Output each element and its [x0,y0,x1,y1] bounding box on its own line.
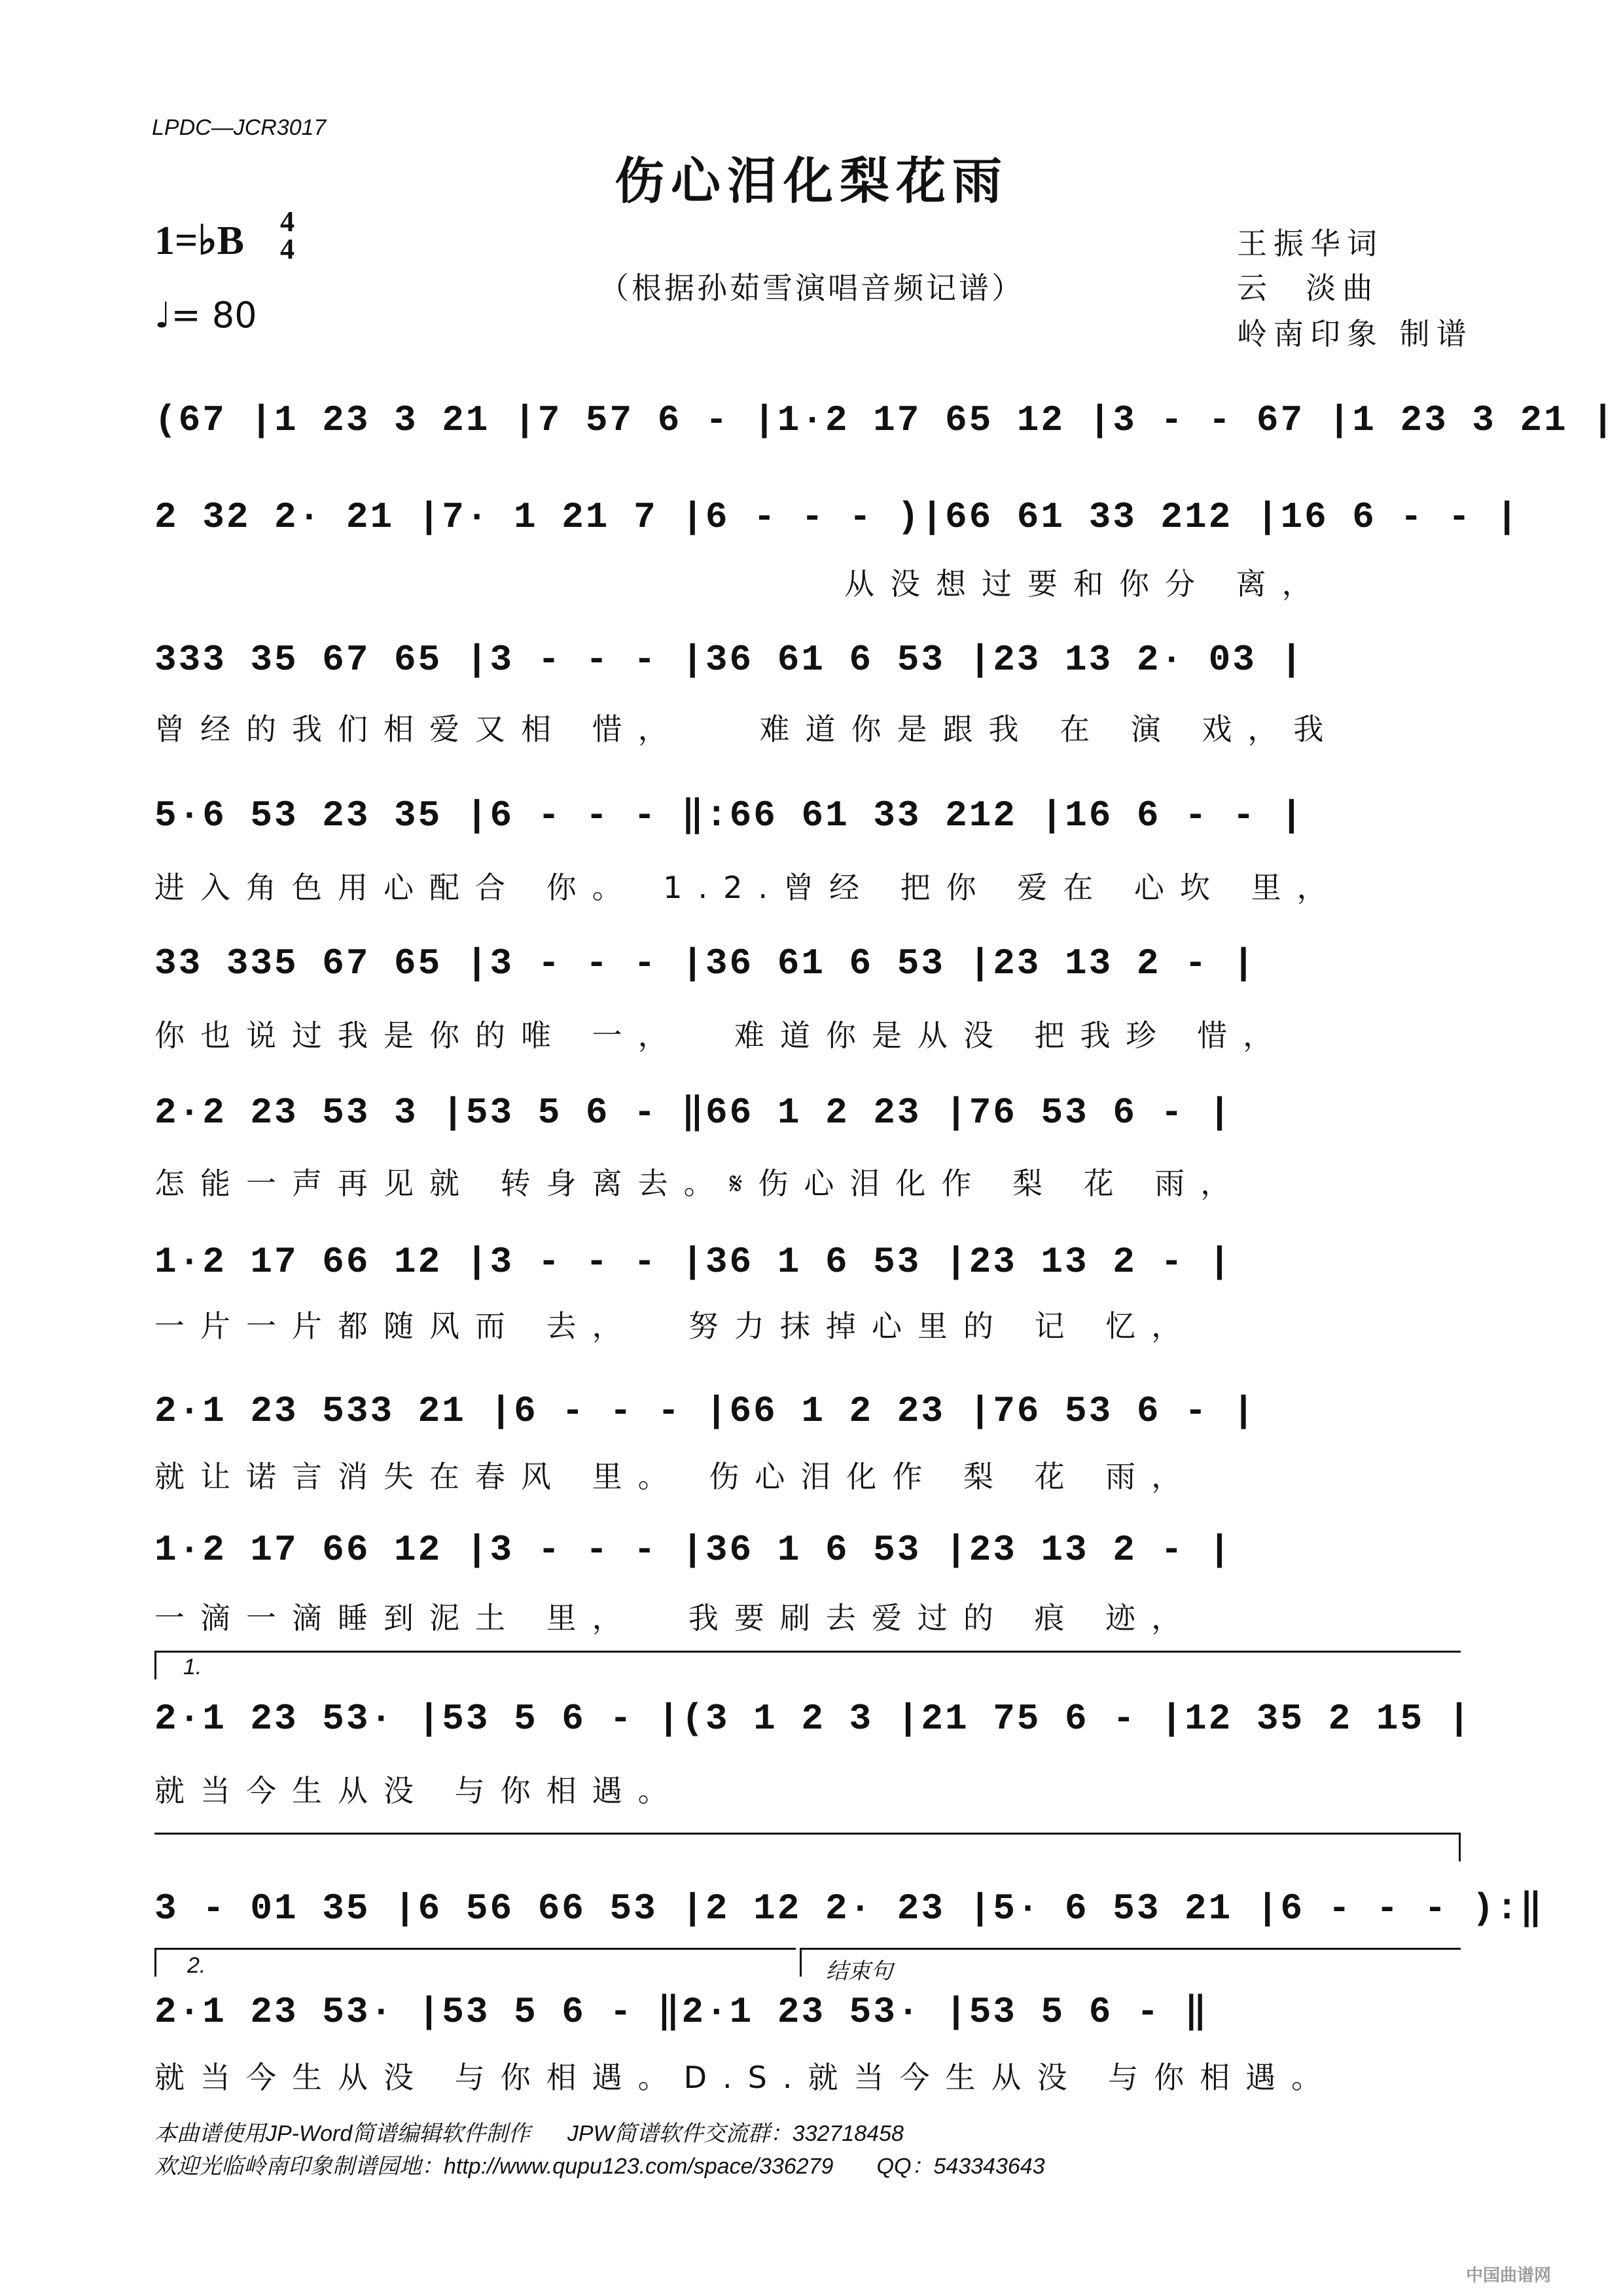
composer-credit: 云 淡曲 [1237,270,1380,306]
lyric-line-3: 曾经的我们相爱又相 惜， 难道你是跟我 在 演 戏，我 [154,711,1340,747]
lyric-line-12: 就当今生从没 与你相遇。D.S.就当今生从没 与你相遇。 [154,2060,1338,2095]
page-title: 伤心泪化梨花雨 [615,152,1008,210]
lyric-line-7: 一片一片都随风而 去， 努力抹掉心里的 记 忆， [154,1308,1198,1344]
ending-bracket-edge [800,1948,802,1977]
lyric-line-8: 就让诺言消失在春风 里。 伤心泪化作 梨 花 雨， [154,1459,1198,1494]
lyric-line-2: 从没想过要和你分 离， [844,566,1328,601]
score-line-3: 333 35 67 65 |3 - - - |36 61 6 53 |23 13 2· 03 | [154,639,1305,681]
time-numerator: 4 [280,206,294,238]
volta-2-bracket-edge [154,1948,156,1977]
footer-software-note: 本曲谱使用JP-Word简谱编辑软件制作 JPW简谱软件交流群：332718458 [154,2121,904,2146]
ending-label: 结束句 [826,1959,893,1984]
volta-1-bracket-edge [154,1651,156,1679]
watermark-logo: 中国曲谱网 [1466,2266,1552,2286]
volta-2-bracket [154,1948,796,1950]
volta-1-bracket [154,1651,1461,1653]
score-line-2: 2 32 2· 21 |7· 1 21 7 |6 - - - )|66 61 33 212 |16 6 - - | [154,496,1520,538]
arranger-credit: 岭南印象 制谱 [1237,316,1473,351]
score-line-11: 3 - 01 35 |6 56 66 53 |2 12 2· 23 |5· 6 53 21 |6 - - - ):‖ [154,1888,1544,1929]
score-code: LPDC—JCR3017 [152,115,327,140]
score-line-1: (67 |1 23 3 21 |7 57 6 - |1·2 17 65 12 |3 - - 67 |1 23 3 21 | [154,399,1616,441]
score-line-8: 2·1 23 533 21 |6 - - - |66 1 2 23 |76 53 6 - | [154,1390,1257,1432]
score-line-9: 1·2 17 66 12 |3 - - - |36 1 6 53 |23 13 2 - | [154,1529,1233,1571]
time-denominator: 4 [280,233,294,265]
lyric-line-5: 你也说过我是你的唯 一， 难道你是从没 把我珍 惜， [154,1018,1289,1053]
score-line-10: 2·1 23 53· |53 5 6 - |(3 1 2 3 |21 75 6 - |12 35 2 15 | [154,1698,1472,1740]
volta-2-label: 2. [187,1953,206,1978]
volta-1-bracket-bottom [154,1833,1461,1835]
volta-1-bracket-end [1459,1833,1461,1861]
lyricist-credit: 王振华词 [1237,226,1383,261]
time-signature [280,208,294,263]
score-line-4: 5·6 53 23 35 |6 - - - ‖:66 61 33 212 |16 6 - - | [154,795,1305,836]
score-line-7: 1·2 17 66 12 |3 - - - |36 1 6 53 |23 13 2 - | [154,1241,1233,1283]
score-line-12: 2·1 23 53· |53 5 6 - ‖2·1 23 53· |53 5 6 - ‖ [154,1991,1209,2033]
ending-bracket [800,1948,1461,1950]
volta-1-label: 1. [183,1655,202,1679]
score-line-6: 2·2 23 53 3 |53 5 6 - ‖66 1 2 23 |76 53 6 - | [154,1092,1233,1134]
tempo-marking: ♩= 80 [154,295,257,336]
lyric-line-10: 就当今生从没 与你相遇。 [154,1773,684,1808]
score-line-5: 33 335 67 65 |3 - - - |36 61 6 53 |23 13 2 - | [154,942,1257,984]
footer-website-note: 欢迎光临岭南印象制谱园地：http://www.qupu123.com/space/336279 QQ：543343643 [154,2154,1045,2179]
lyric-line-6: 怎能一声再见就 转身离去。𝄋伤心泪化作 梨 花 雨， [154,1166,1247,1201]
lyric-line-4: 进入角色用心配合 你。 1.2.曾经 把你 爱在 心坎 里， [154,870,1343,905]
source-note: （根据孙茹雪演唱音频记谱） [599,270,1024,306]
key-signature: 1=♭B [154,219,244,263]
lyric-line-9: 一滴一滴睡到泥土 里， 我要刷去爱过的 痕 迹， [154,1600,1198,1636]
